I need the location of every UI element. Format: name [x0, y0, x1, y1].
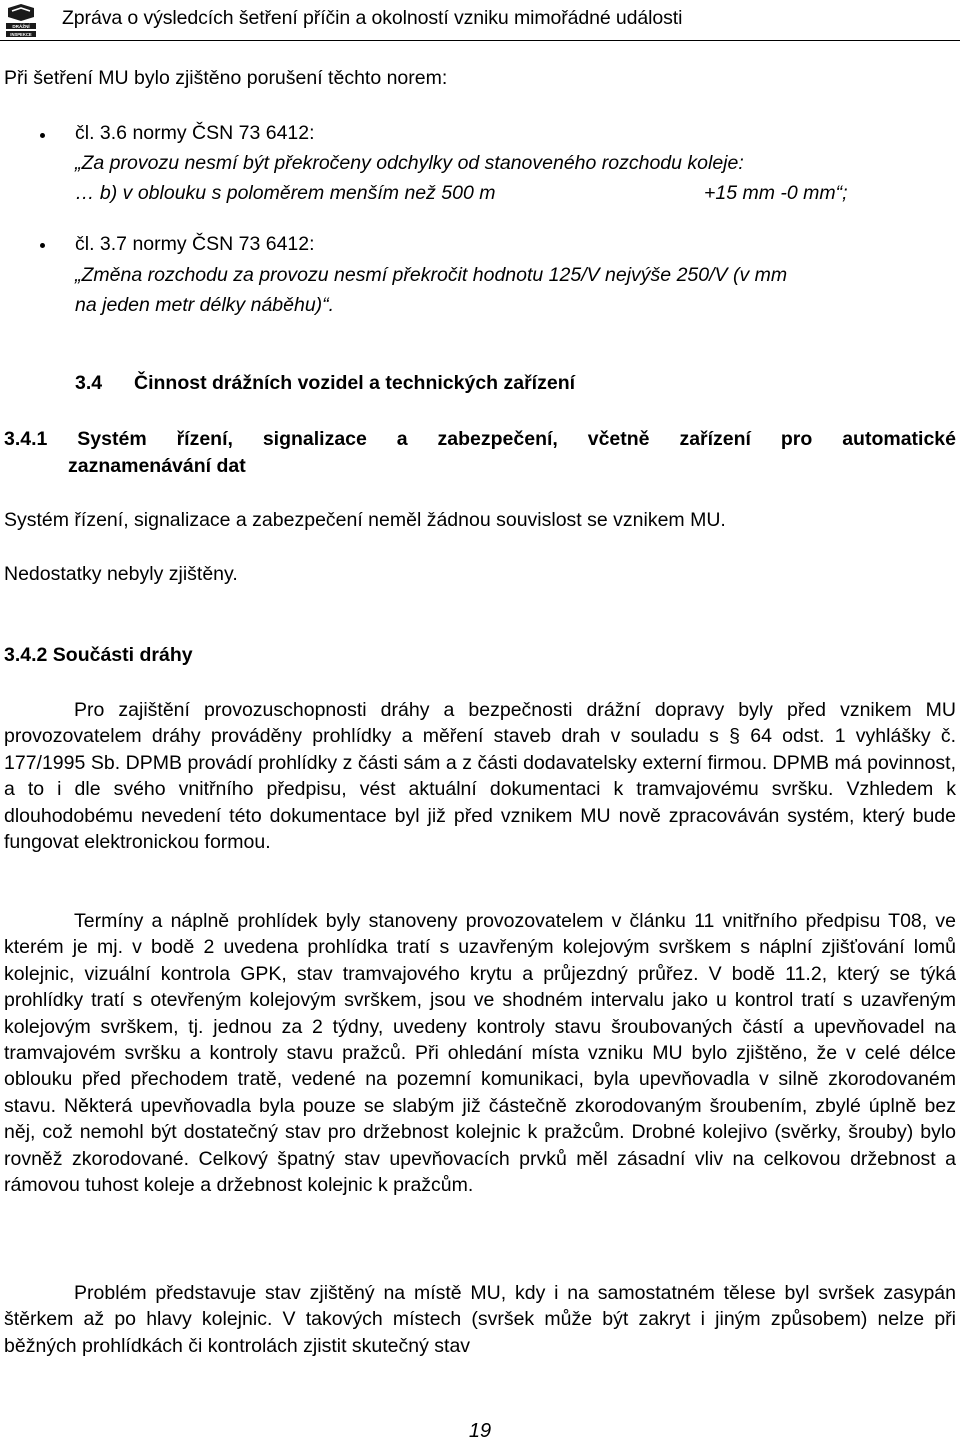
body-text: Nedostatky nebyly zjištěny. — [4, 563, 238, 585]
norm-quote-tolerance: +15 mm -0 mm“; — [704, 182, 848, 204]
body-text: Systém řízení, signalizace a zabezpečení neměl žádnou souvislost se vznikem MU. — [4, 509, 726, 531]
paragraph-text: Pro zajištění provozuschopnosti dráhy a bezpečnosti drážní dopravy byly před vznikem MU provozovatelem dráhy prováděny prohlídky a měření staveb drah v souladu s § 64 odst. 1 vyhlášky č. 177/1995 Sb. DPMB provádí prohlídky z části sám a z části dodavatelsky externí firmou. DPMB má povinnost, a to i dle svého vnitřního předpisu, vést aktuální dokumentaci k tramvajovému svršku. Vzhledem k dlouhodobému nevedení této dokumentace byl již před vznikem MU nově zpracováván systém, který bude fungovat elektronickou formou. — [4, 699, 956, 854]
norm-label: čl. 3.7 normy ČSN 73 6412: — [75, 233, 315, 255]
section-number: 3.4 — [75, 372, 103, 394]
paragraph — [4, 908, 956, 1198]
paragraph-text: Problém představuje stav zjištěný na místě MU, kdy i na samostatném tělese byl svršek zasypán štěrkem až po hlavy kolejnic. V takových místech (svršek může být zakryt i jiným způsobem) nelze při běžných prohlídkách či kontrolách zjistit skutečný stav — [4, 1282, 956, 1357]
subsection-title: 3.4.2 Součásti dráhy — [4, 644, 193, 666]
header-divider — [0, 40, 960, 41]
intro-text: Při šetření MU bylo zjištěno porušení těchto norem: — [4, 67, 448, 89]
norm-label: čl. 3.6 normy ČSN 73 6412: — [75, 122, 315, 144]
norm-quote-line: na jeden metr délky náběhu)“. — [75, 294, 335, 316]
header-title: Zpráva o výsledcích šetření příčin a okolností vzniku mimořádné události — [62, 7, 683, 29]
bullet-icon — [40, 243, 45, 248]
section-title: Činnost drážních vozidel a technických zařízení — [134, 372, 576, 394]
drazni-inspekce-logo — [2, 2, 40, 38]
logo-text-top: DRÁŽNÍ — [12, 23, 30, 29]
norm-quote-line: „Za provozu nesmí být překročeny odchylky od stanoveného rozchodu koleje: — [75, 152, 744, 174]
page-number: 19 — [468, 1420, 492, 1442]
norm-quote-line: „Změna rozchodu za provozu nesmí překročit hodnotu 125/V nejvýše 250/V (v mm — [75, 264, 788, 286]
paragraph — [4, 697, 956, 855]
paragraph — [4, 1280, 956, 1359]
norm-quote-line: … b) v oblouku s poloměrem menším než 500 m — [75, 182, 496, 204]
paragraph-text: Termíny a náplně prohlídek byly stanoveny provozovatelem v článku 11 vnitřního předpisu T08, ve kterém je mj. v bodě 2 uvedena prohlídka tratí s uzavřeným kolejovým svrškem s náplní zjišťování lomů kolejnic, vizuální kontrola GPK, stav tramvajového krytu a průjezdný průřez. V bodě 11.2, který se týká prohlídky tratí s otevřeným kolejovým svrškem, jsou ve shodném intervalu jako u kontrol tratí s uzavřeným kolejovým svrškem, tj. jednou za 2 týdny, uvedeny kontroly stavu šroubovaných částí a upevňovadel na tramvajovém svršku a kontroly stavu pražců. Při ohledání místa vzniku MU bylo zjištěno, že v celé délce oblouku před přechodem tratě, vedené na pozemní komunikaci, byla upevňovadla v silně zkorodovaném stavu. Některá upevňovadla byla pouze se slabým již částečně zkorodovaným šroubením, zbylé úplně bez něj, což nemohl být dostatečný stav pro držebnost kolejnic k pražcům. Drobné kolejivo (svěrky, šrouby) bylo rovněž zkorodované. Celkový špatný stav upevňovacích prvků měl zásadní vliv na celkovou držebnost a rámovou tuhost koleje a držebnost kolejnic k pražcům. — [4, 910, 956, 1197]
subsection-title: 3.4.1 Systém řízení, signalizace a zabezpečení, včetně zařízení pro automatické — [4, 428, 956, 450]
subsection-title-continuation: zaznamenávání dat — [68, 455, 246, 477]
logo-text-bottom: INSPEKCE — [10, 31, 32, 37]
bullet-icon — [40, 133, 45, 138]
page-header — [0, 0, 960, 42]
